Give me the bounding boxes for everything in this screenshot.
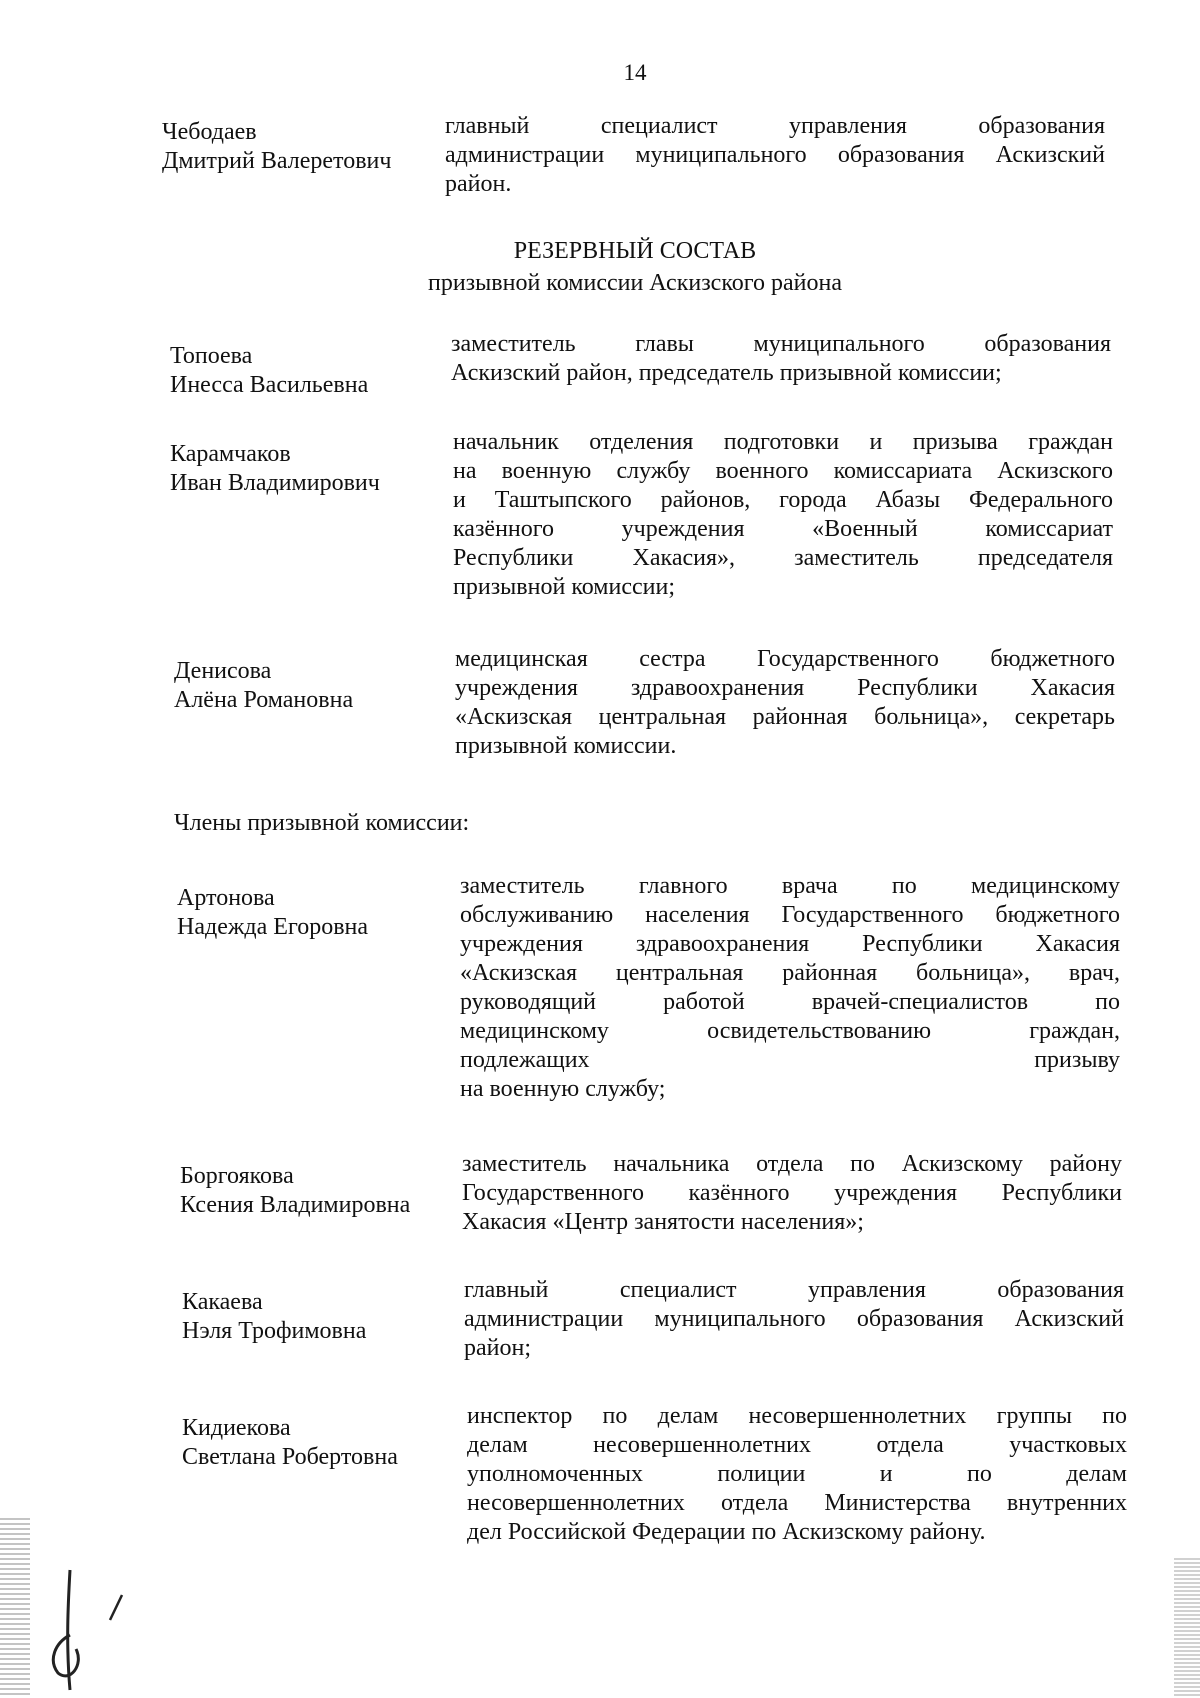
given-names: Алёна Романовна [174, 687, 354, 713]
person-role [455, 645, 1115, 761]
role-line: и Таштыпского районов, города Абазы Федерального [453, 487, 1113, 513]
section-heading [0, 235, 1200, 299]
person-name [182, 1414, 452, 1472]
role-line: Республики Хакасия», заместитель председателя [453, 545, 1113, 571]
role-line: дел Российской Федерации по Аскизскому району. [467, 1519, 986, 1545]
role-line: главный специалист управления образования [445, 113, 1105, 139]
role-line: заместитель главы муниципального образования [451, 331, 1111, 357]
role-line: делам несовершеннолетних отдела участковых [467, 1432, 1127, 1458]
role-line: призывной комиссии; [453, 574, 675, 600]
role-line: казённого учреждения «Военный комиссариат [453, 516, 1113, 542]
role-line: уполномоченных полиции и по делам [467, 1461, 1127, 1487]
role-line: Государственного казённого учреждения Республики [462, 1180, 1122, 1206]
surname: Артонова [177, 885, 275, 911]
role-line: район. [445, 171, 512, 197]
given-names: Иван Владимирович [170, 470, 380, 496]
role-line: Аскизский район, председатель призывной комиссии; [451, 360, 1002, 386]
role-line: руководящий работой врачей-специалистов по [460, 989, 1120, 1015]
role-line: учреждения здравоохранения Республики Хакасия [455, 675, 1115, 701]
given-names: Надежда Егоровна [177, 914, 369, 940]
person-name [170, 440, 440, 498]
person-role [464, 1276, 1124, 1363]
scan-edge-artifact-right [1174, 1558, 1200, 1698]
given-names: Светлана Робертовна [182, 1444, 398, 1470]
role-line: подлежащих призыву [460, 1047, 1120, 1073]
role-line: «Аскизская центральная районная больница», секретарь [455, 704, 1115, 730]
heading-subtitle: призывной комиссии Аскизского района [427, 270, 843, 296]
person-role [445, 112, 1105, 199]
role-line: несовершеннолетних отдела Министерства внутренних [467, 1490, 1127, 1516]
person-name [177, 884, 447, 942]
person-name [162, 118, 432, 176]
person-role [453, 428, 1113, 602]
given-names: Ксения Владимировна [180, 1192, 411, 1218]
surname: Боргоякова [180, 1163, 294, 1189]
surname: Какаева [182, 1289, 263, 1315]
surname: Карамчаков [170, 441, 291, 467]
surname: Чебодаев [162, 119, 257, 145]
role-line: медицинская сестра Государственного бюджетного [455, 646, 1115, 672]
person-name [170, 342, 440, 400]
given-names: Дмитрий Валеретович [162, 148, 392, 174]
surname: Кидиекова [182, 1415, 291, 1441]
members-label: Члены призывной комиссии: [174, 810, 470, 836]
person-name [174, 657, 444, 715]
role-line: обслуживанию населения Государственного бюджетного [460, 902, 1120, 928]
role-line: начальник отделения подготовки и призыва граждан [453, 429, 1113, 455]
surname: Топоева [170, 343, 253, 369]
surname: Денисова [174, 658, 272, 684]
scan-edge-artifact-left [0, 1518, 30, 1698]
role-line: «Аскизская центральная районная больница», врач, [460, 960, 1120, 986]
handwritten-signature [40, 1565, 150, 1695]
role-line: администрации муниципального образования Аскизский [464, 1306, 1124, 1332]
role-line: главный специалист управления образования [464, 1277, 1124, 1303]
person-role [467, 1402, 1127, 1547]
person-name [180, 1162, 450, 1220]
heading-title: РЕЗЕРВНЫЙ СОСТАВ [513, 238, 757, 264]
role-line: на военную службу военного комиссариата Аскизского [453, 458, 1113, 484]
role-line: район; [464, 1335, 532, 1361]
role-line: учреждения здравоохранения Республики Хакасия [460, 931, 1120, 957]
given-names: Инесса Васильевна [170, 372, 369, 398]
role-line: на военную службу; [460, 1076, 666, 1102]
person-role [451, 330, 1111, 388]
person-name [182, 1288, 452, 1346]
role-line: медицинскому освидетельствованию граждан, [460, 1018, 1120, 1044]
role-line: администрации муниципального образования Аскизский [445, 142, 1105, 168]
role-line: призывной комиссии. [455, 733, 677, 759]
role-line: заместитель главного врача по медицинскому [460, 873, 1120, 899]
person-role [462, 1150, 1122, 1237]
given-names: Нэля Трофимовна [182, 1318, 367, 1344]
page-number: 14 [623, 60, 647, 85]
role-line: заместитель начальника отдела по Аскизскому району [462, 1151, 1122, 1177]
role-line: Хакасия «Центр занятости населения»; [462, 1209, 864, 1235]
person-role [460, 872, 1120, 1104]
role-line: инспектор по делам несовершеннолетних группы по [467, 1403, 1127, 1429]
